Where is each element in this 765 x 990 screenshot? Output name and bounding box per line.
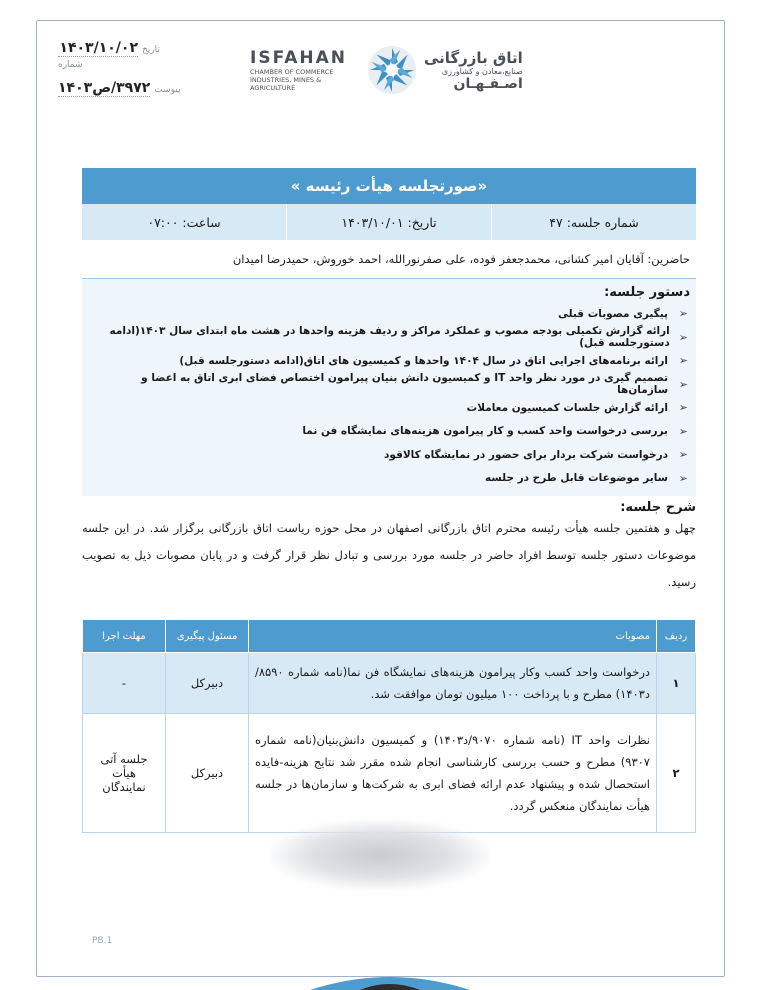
agenda-item-text: تصمیم گیری در مورد نظر واحد IT و کمیسیون دانش بنیان پیرامون اختصاص فضای ابری اتاق به اعضا و سازمان‌ها (141, 372, 669, 397)
agenda-item-text: ارائه برنامه‌های اجرایی اتاق در سال ۱۴۰۴ واحدها و کمیسیون های اتاق(ادامه دستورجلسه قبل) (179, 354, 668, 367)
arrow-bullet-icon: ➢ (678, 471, 688, 485)
logo-en-line1: CHAMBER OF COMMERCE (250, 68, 334, 76)
agenda-item-text: بررسی درخواست واحد کسب و کار پیرامون هزینه‌های نمایشگاه فن نما (302, 425, 668, 438)
agenda-item (88, 302, 690, 326)
row-responsible: دبیرکل (166, 714, 249, 833)
session-date: تاریخ: ۱۴۰۳/۱۰/۰۱ (286, 204, 491, 240)
row-deadline: - (83, 653, 166, 714)
agenda-item (88, 443, 690, 467)
attachment-row (58, 80, 188, 100)
number-row (58, 60, 188, 80)
agenda-item (88, 326, 690, 350)
date-row (58, 40, 188, 60)
agenda-item (88, 467, 690, 491)
arrow-bullet-icon: ➢ (678, 377, 688, 391)
row-num: ۱ (657, 653, 696, 714)
date-value: ۱۴۰۳/۱۰/۰۲ (59, 40, 138, 56)
agenda-item-text: ارائه گزارش تکمیلی بودجه مصوب و عملکرد مراکز و ردیف هزینه واحدها در هشت ماه ابتدای سال ۱۴۰۳(ادامه دستورجلسه قبل) (109, 325, 670, 350)
attachment-label: پیوست (154, 85, 181, 95)
row-deadline: جلسه آتی هیأت نمایندگان (83, 714, 166, 833)
logo-en-title: ISFAHAN (250, 48, 347, 68)
number-label: شماره (58, 60, 83, 70)
agenda-item (88, 349, 690, 373)
agenda-item-text: سایر موضوعات قابل طرح در جلسه (485, 472, 668, 485)
logo-fa-line2: صنایع،معادن و کشاورزی (441, 66, 523, 76)
session-number: شماره جلسه: ۴۷ (491, 204, 696, 240)
header-responsible: مسئول پیگیری (166, 620, 249, 653)
arrow-bullet-icon: ➢ (678, 354, 688, 368)
agenda-item (88, 396, 690, 420)
row-num: ۲ (657, 714, 696, 833)
attendees-line: حاضرین: آقایان امیر کشانی، محمدجعفر فوده، علی صفرنورالله، احمد خوروش، حمیدرضا امیدان (82, 240, 696, 279)
bottom-emblem-icon (290, 974, 490, 990)
minutes-sheet (82, 168, 696, 596)
row-responsible: دبیرکل (166, 653, 249, 714)
session-info-bar (82, 204, 696, 240)
row-desc: درخواست واحد کسب وکار پیرامون هزینه‌های نمایشگاه فن نما(نامه شماره ۸۵۹۰/د۱۴۰۳) مطرح و با پرداخت ۱۰۰ میلیون تومان موافقت شد. (249, 653, 657, 714)
row-desc: نظرات واحد IT (نامه شماره ۹۰۷۰/د۱۴۰۳) و کمیسیون دانش‌بنیان(نامه شماره ۹۳۰۷) مطرح و حسب بررسی کارشناسی انجام شده مقرر شد نتایج هزینه-فایده استحصال شده و پیشنهاد عدم ارائه فضای ابری به شرکت‌ها و سازمان‌ها در جلسه هیأت نمایندگان منعکس گردد. (249, 714, 657, 833)
arrow-bullet-icon: ➢ (678, 330, 688, 344)
arrow-bullet-icon: ➢ (678, 401, 688, 415)
page-code: PB.1 (92, 936, 113, 946)
minutes-title: «صورتجلسه هیأت رئیسه » (82, 168, 696, 204)
agenda-section (82, 279, 696, 496)
approvals-table (82, 619, 696, 833)
logo-fa-line3: اصـفـهـان (453, 75, 523, 92)
agenda-list (88, 302, 690, 490)
table-row (83, 653, 696, 714)
agenda-item (88, 373, 690, 397)
arrow-bullet-icon: ➢ (678, 448, 688, 462)
summary-text: چهل و هفتمین جلسه هیأت رئیسه محترم اتاق بازرگانی اصفهان در محل حوزه ریاست اتاق بازرگانی برگزار شد. در این جلسه موضوعات دستور جلسه توسط افراد حاضر در جلسه مورد بررسی و تبادل نظر قرار گرفت و در پایان مصوبات ذیل به تصویب رسید. (82, 521, 696, 589)
chamber-emblem-icon (366, 44, 418, 96)
summary-title: شرح جلسه: (620, 500, 696, 515)
arrow-bullet-icon: ➢ (678, 424, 688, 438)
header-deadline: مهلت اجرا (83, 620, 166, 653)
logo-persian (424, 49, 523, 92)
agenda-item-text: درخواست شرکت بردار برای حضور در نمایشگاه کالاقود (384, 448, 668, 461)
arrow-bullet-icon: ➢ (678, 307, 688, 321)
letter-meta (58, 40, 188, 100)
date-label: تاریخ (142, 45, 160, 55)
blurred-signature (270, 820, 490, 890)
header-num: ردیف (657, 620, 696, 653)
agenda-item-text: ارائه گزارش جلسات کمیسیون معاملات (466, 401, 668, 414)
logo-fa-line1: اتاق بازرگانی (424, 48, 523, 67)
logo-en-line2: INDUSTRIES, MINES & AGRICULTURE (250, 76, 322, 92)
agenda-item (88, 420, 690, 444)
header-desc: مصوبات (249, 620, 657, 653)
agenda-item-text: پیگیری مصوبات قبلی (557, 307, 668, 320)
table-row (83, 714, 696, 833)
chamber-logo (250, 42, 550, 98)
session-time: ساعت: ۰۷:۰۰ (147, 214, 221, 230)
logo-english (250, 48, 360, 92)
number-value: ۳۹۷۲/ص۱۴۰۳ (58, 80, 151, 96)
agenda-title: دستور جلسه: (604, 285, 690, 300)
approvals-header-row (83, 620, 696, 653)
